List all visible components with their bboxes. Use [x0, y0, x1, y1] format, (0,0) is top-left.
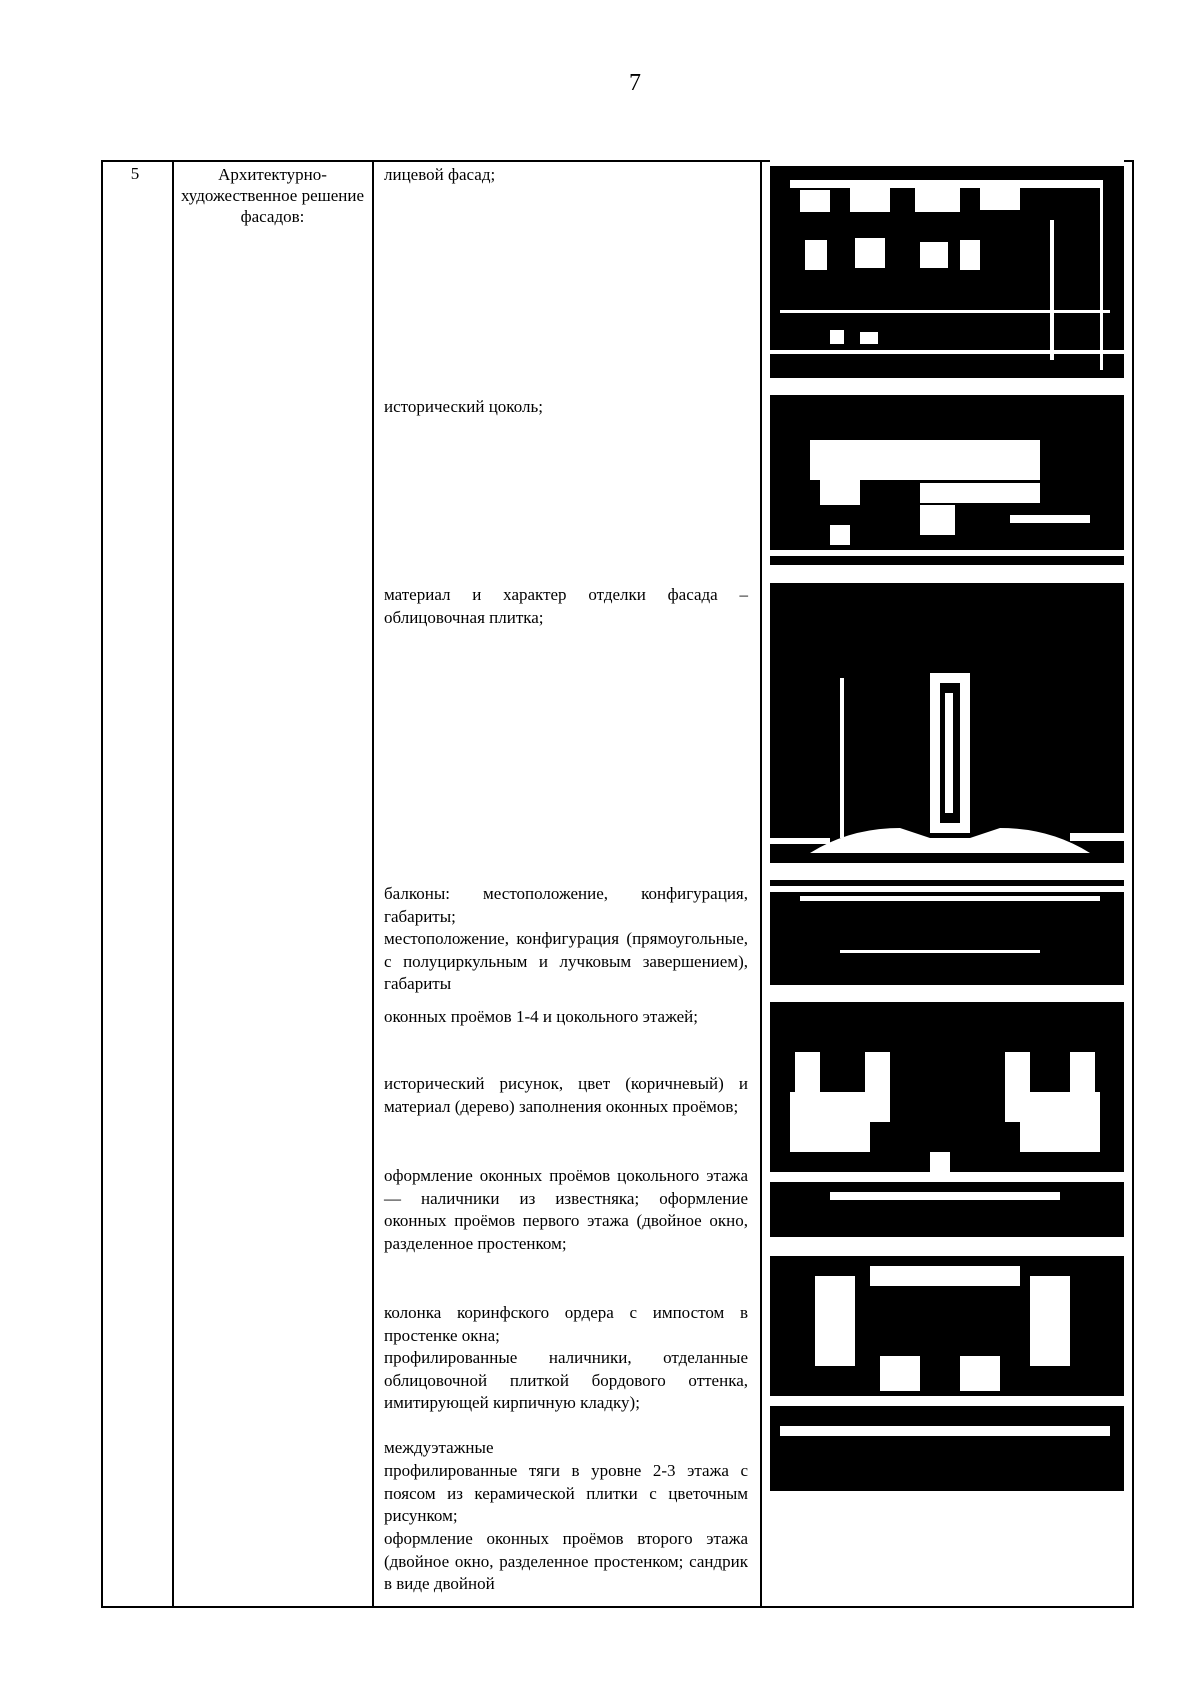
- description-window-fill: исторический рисунок, цвет (коричневый) и материал (дерево) заполнения оконных проёмов;: [384, 1074, 748, 1116]
- window-trim-photo: [770, 1256, 1124, 1491]
- balcony-photo: [770, 880, 1124, 985]
- description-architraves: профилированные наличники, отделанные облицовочной плиткой бордового оттенка, имитирующей кирпичную кладку);: [384, 1348, 748, 1412]
- row-title: Архитектурно-художественное решение фасадов:: [180, 165, 365, 226]
- description-column: колонка коринфского ордера с импостом в простенке окна;: [384, 1303, 748, 1345]
- description-facade: лицевой фасад;: [384, 165, 496, 184]
- description-plinth: исторический цоколь;: [384, 397, 543, 416]
- row-number: 5: [130, 164, 140, 183]
- column-divider: [372, 160, 374, 1608]
- description-balconies: балконы: местоположение, конфигурация, габариты;: [384, 884, 748, 926]
- description-window-trim: оформление оконных проёмов цокольного этажа — наличники из известняка; оформление оконных проёмов первого этажа (двойное окно, разделенное простенком;: [384, 1166, 748, 1253]
- page-number: 7: [629, 70, 641, 96]
- description-second-floor: оформление оконных проёмов второго этажа (двойное окно, разделенное простенком; сандрик в виде двойной: [384, 1529, 748, 1593]
- description-cornices: профилированные тяги в уровне 2-3 этажа с поясом из керамической плитки с цветочным рисунком;: [384, 1461, 748, 1525]
- plinth-photo: [770, 395, 1124, 565]
- windows-photo: [770, 1002, 1124, 1237]
- description-interfloor: междуэтажные: [384, 1438, 494, 1457]
- description-finish: материал и характер отделки фасада – облицовочная плитка;: [384, 585, 748, 627]
- description-window-openings: местоположение, конфигурация (прямоугольные, с полуциркульным и лучковым завершением), габариты: [384, 929, 748, 993]
- finish-photo: [770, 583, 1124, 863]
- description-window-floors: оконных проёмов 1-4 и цокольного этажей;: [384, 1007, 698, 1026]
- column-divider: [760, 160, 762, 1608]
- facade-photo: [770, 160, 1124, 378]
- column-divider: [172, 160, 174, 1608]
